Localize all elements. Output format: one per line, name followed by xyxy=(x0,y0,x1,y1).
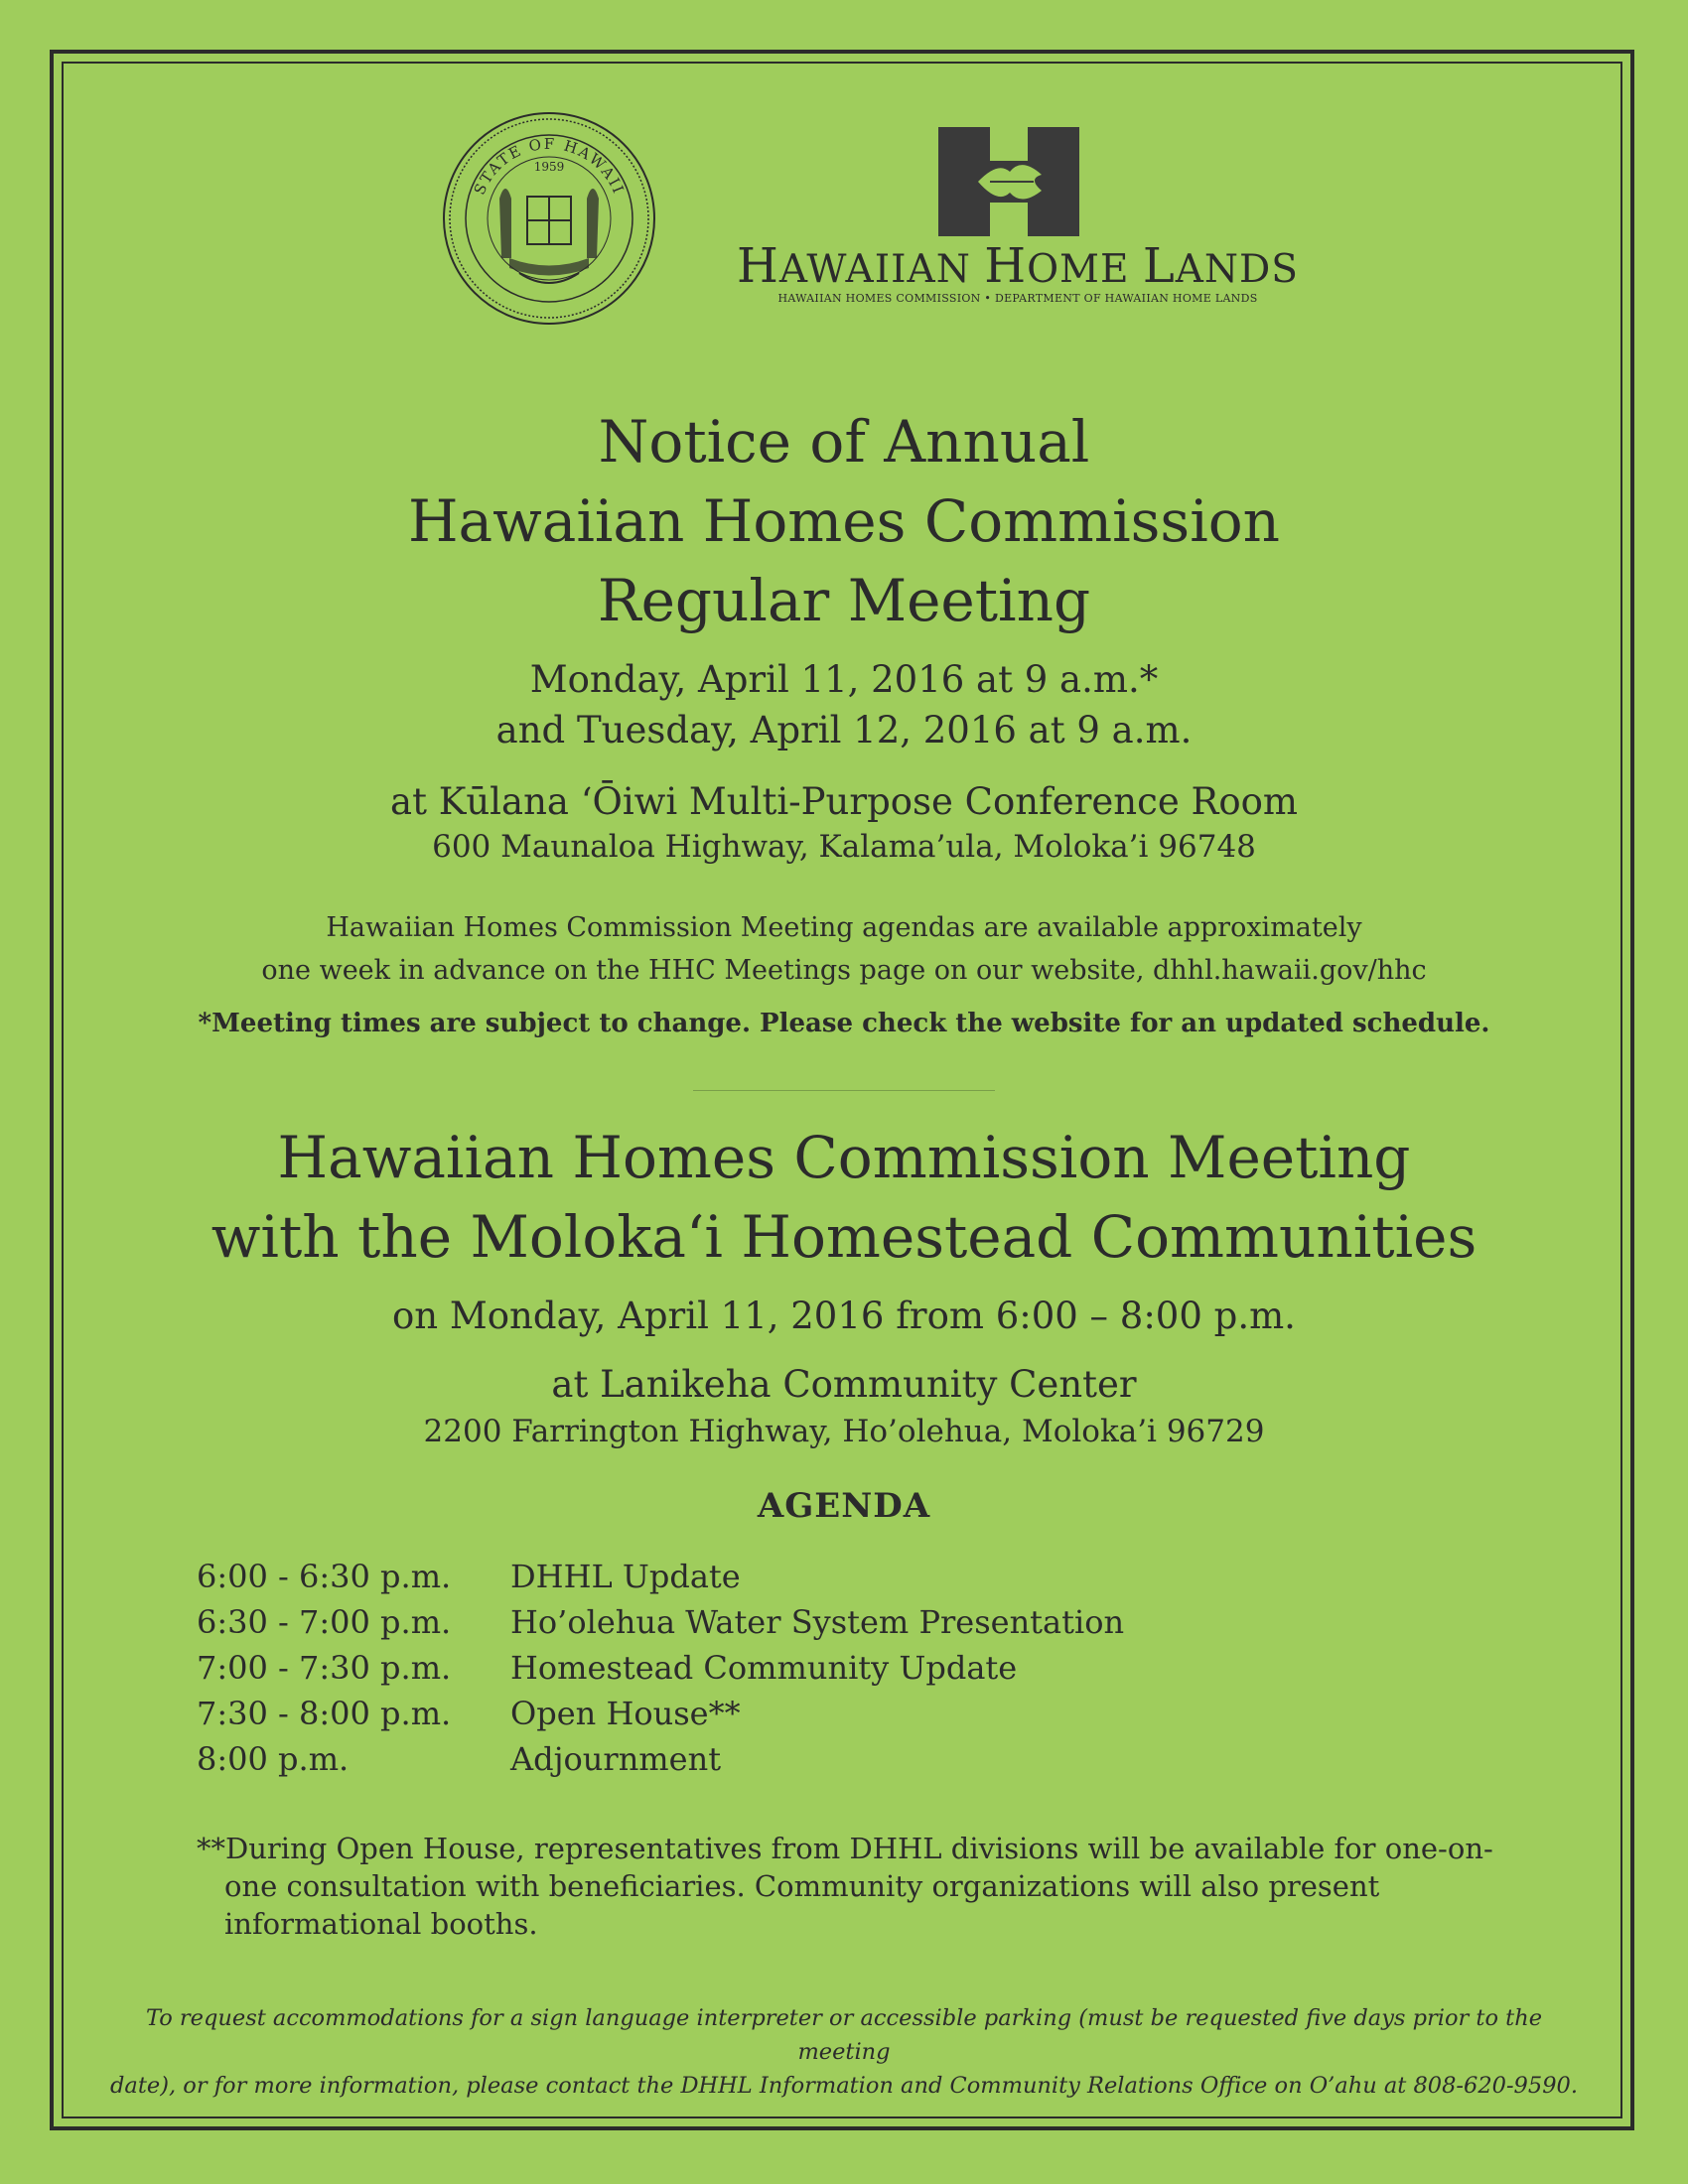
logo-subtitle: HAWAIIAN HOMES COMMISSION • DEPARTMENT OF HAWAIIAN HOME LANDS xyxy=(777,292,1258,305)
agenda-time: 6:00 - 6:30 p.m. xyxy=(197,1558,452,1595)
community-address: 2200 Farrington Highway, Ho’olehua, Moloka’i 96729 xyxy=(423,1414,1265,1449)
notice-title-line2: Hawaiian Homes Commission xyxy=(407,487,1281,555)
agenda-row xyxy=(197,1645,1017,1691)
agenda-time: 8:00 p.m. xyxy=(197,1740,350,1778)
seal-year: 1959 xyxy=(533,160,565,174)
notice-date-line2: and Tuesday, April 12, 2016 at 9 a.m. xyxy=(495,709,1193,751)
agenda-item: DHHL Update xyxy=(510,1558,741,1595)
notice-venue: at Kūlana ʻŌiwi Multi-Purpose Conference Room xyxy=(390,780,1298,823)
agenda-item: Open House** xyxy=(510,1695,741,1732)
accommodations-notice xyxy=(99,2001,1589,2103)
notice-title-line3: Regular Meeting xyxy=(597,567,1091,634)
agenda-item: Homestead Community Update xyxy=(510,1649,1018,1687)
notice-title-line1: Notice of Annual xyxy=(598,408,1090,476)
agenda-heading: AGENDA xyxy=(757,1486,931,1526)
agenda-row xyxy=(197,1736,721,1782)
notice-info-line2: one week in advance on the HHC Meetings page on our website, dhhl.hawaii.gov/hhc xyxy=(261,955,1427,986)
agenda-time: 6:30 - 7:00 p.m. xyxy=(197,1603,452,1641)
hawaiian-home-lands-logo-icon xyxy=(938,127,1079,236)
agenda-row xyxy=(197,1554,741,1599)
community-date: on Monday, April 11, 2016 from 6:00 – 8:00 p.m. xyxy=(392,1295,1296,1337)
notice-info-line1: Hawaiian Homes Commission Meeting agendas are available approximately xyxy=(326,912,1362,943)
community-venue: at Lanikeha Community Center xyxy=(551,1363,1137,1406)
accommodations-line2: date), or for more information, please contact the DHHL Information and Community Relations Office on O’ahu at 808-620-9590. xyxy=(110,2073,1578,2099)
agenda-time: 7:30 - 8:00 p.m. xyxy=(197,1695,452,1732)
notice-date-line1: Monday, April 11, 2016 at 9 a.m.* xyxy=(529,658,1159,701)
section-divider xyxy=(693,1090,995,1091)
community-title-line2: with the Molokaʻi Homestead Communities xyxy=(211,1203,1477,1271)
seal-text: STATE OF HAWAII xyxy=(470,134,629,198)
agenda-item: Adjournment xyxy=(510,1740,722,1778)
community-title-line1: Hawaiian Homes Commission Meeting xyxy=(277,1124,1411,1191)
agenda-row xyxy=(197,1599,1124,1645)
logo-title: HAWAIIAN HOME LANDS xyxy=(736,238,1300,294)
agenda-time: 7:00 - 7:30 p.m. xyxy=(197,1649,452,1687)
agenda-row xyxy=(197,1691,741,1736)
agenda-item: Ho’olehua Water System Presentation xyxy=(510,1603,1125,1641)
notice-address: 600 Maunaloa Highway, Kalama’ula, Moloka’i 96748 xyxy=(432,829,1256,865)
accommodations-line1: To request accommodations for a sign language interpreter or accessible parking (must be requested five days prior to the meeting xyxy=(145,2005,1543,2065)
state-seal-icon xyxy=(440,109,658,328)
notice-warning: *Meeting times are subject to change. Please check the website for an updated schedule. xyxy=(198,1009,1490,1038)
open-house-footnote: **During Open House, representatives from DHHL divisions will be available for one-on-one consultation with beneficiaries. Community organizations will also present informational booths. xyxy=(197,1832,1493,1941)
